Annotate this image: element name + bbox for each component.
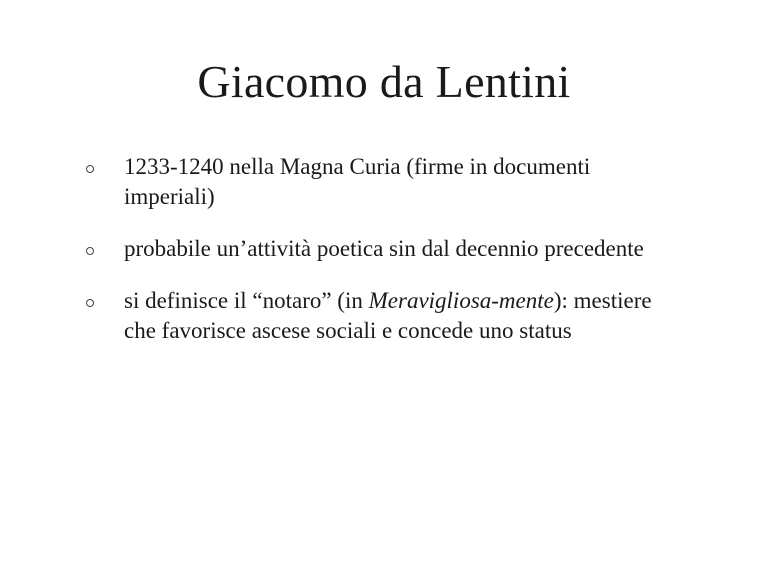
bullet-item xyxy=(86,286,686,346)
bullet-text: probabile un’attività poetica sin dal decennio precedente xyxy=(124,236,644,261)
bullet-text-before: si definisce il “notaro” (in xyxy=(124,288,369,313)
circle-bullet-icon xyxy=(86,247,94,255)
bullet-item xyxy=(86,152,686,212)
bullet-text-after: ): mestiere che favorisce ascese sociali e concede uno status xyxy=(124,288,652,343)
work-title-italic: Meravigliosa-mente xyxy=(368,288,554,313)
slide-title: Giacomo da Lentini xyxy=(197,56,571,107)
circle-bullet-icon xyxy=(86,165,94,173)
bullet-list xyxy=(86,152,686,368)
bullet-text: 1233-1240 nella Magna Curia (firme in documenti imperiali) xyxy=(124,154,591,209)
bullet-item xyxy=(86,234,686,264)
circle-bullet-icon xyxy=(86,299,94,307)
